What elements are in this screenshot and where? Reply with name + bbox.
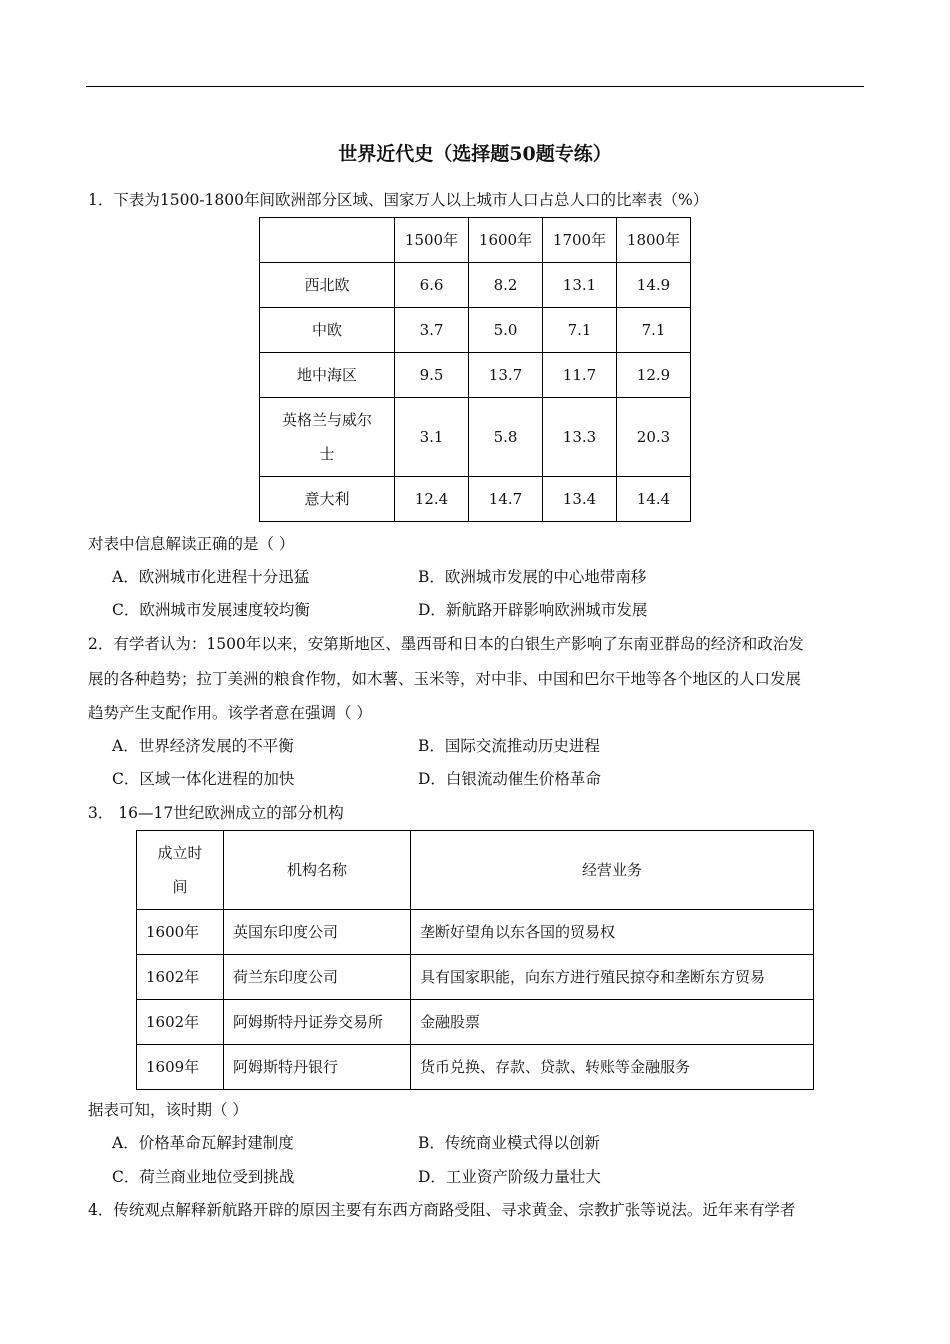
table-header-cell: 1700年 xyxy=(543,218,617,263)
table-cell: 7.1 xyxy=(617,308,691,353)
table-cell: 20.3 xyxy=(617,398,691,477)
table-cell: 14.7 xyxy=(469,477,543,522)
q3-option-b[interactable]: B．传统商业模式得以创新 xyxy=(418,1134,600,1152)
table-row xyxy=(260,263,691,308)
table-cell: 1609年 xyxy=(137,1045,224,1090)
region-line-2: 士 xyxy=(319,445,335,463)
q1-prompt: 对表中信息解读正确的是（ ） xyxy=(88,535,295,553)
q3-option-d[interactable]: D．工业资产阶级力量壮大 xyxy=(418,1168,601,1186)
region-line-1: 英格兰与威尔 xyxy=(281,411,372,429)
table-cell: 意大利 xyxy=(260,477,395,522)
table-cell: 14.4 xyxy=(617,477,691,522)
table-header-row xyxy=(260,218,691,263)
table-cell: 具有国家职能，向东方进行殖民掠夺和垄断东方贸易 xyxy=(411,955,814,1000)
q1-option-d[interactable]: D．新航路开辟影响欧洲城市发展 xyxy=(418,601,648,619)
table-cell: 货币兑换、存款、贷款、转账等金融服务 xyxy=(411,1045,814,1090)
q2-stem-line: 趋势产生支配作用。该学者意在强调（ ） xyxy=(88,704,372,722)
table-cell: 13.3 xyxy=(543,398,617,477)
q1-option-a[interactable]: A．欧洲城市化进程十分迅猛 xyxy=(112,568,310,586)
table-cell: 5.8 xyxy=(469,398,543,477)
q2-stem-line: 展的各种趋势；拉丁美洲的粮食作物，如木薯、玉米等，对中非、中国和巴尔干地等各个地区的人口发展 xyxy=(88,670,802,688)
page-title: 世界近代史（选择题50题专练） xyxy=(338,143,612,165)
table-cell: 阿姆斯特丹银行 xyxy=(224,1045,411,1090)
table-cell: 英国东印度公司 xyxy=(224,910,411,955)
header-line-1: 成立时 xyxy=(157,844,203,862)
table-cell: 金融股票 xyxy=(411,1000,814,1045)
q4-stem: 4．传统观点解释新航路开辟的原因主要有东西方商路受阻、寻求黄金、宗教扩张等说法。近年来有学者 xyxy=(88,1201,796,1219)
q3-stem: 3． 16—17世纪欧洲成立的部分机构 xyxy=(88,804,344,822)
table-cell: 荷兰东印度公司 xyxy=(224,955,411,1000)
table-cell: 阿姆斯特丹证券交易所 xyxy=(224,1000,411,1045)
table-cell: 14.9 xyxy=(617,263,691,308)
q2-option-d[interactable]: D．白银流动催生价格革命 xyxy=(418,770,601,788)
table-header-cell: 机构名称 xyxy=(224,831,411,910)
table-cell: 中欧 xyxy=(260,308,395,353)
q3-option-c[interactable]: C．荷兰商业地位受到挑战 xyxy=(112,1168,295,1186)
table-row xyxy=(260,353,691,398)
header-rule xyxy=(86,86,864,87)
table-header-cell: 1600年 xyxy=(469,218,543,263)
q1-option-b[interactable]: B．欧洲城市发展的中心地带南移 xyxy=(418,568,647,586)
table-cell xyxy=(260,218,395,263)
q1-option-c[interactable]: C．欧洲城市发展速度较均衡 xyxy=(112,601,310,619)
table-cell: 1600年 xyxy=(137,910,224,955)
header-line-2: 间 xyxy=(172,878,188,896)
table-header-cell: 经营业务 xyxy=(411,831,814,910)
table-cell: 西北欧 xyxy=(260,263,395,308)
table-cell: 9.5 xyxy=(395,353,469,398)
table-row xyxy=(137,910,814,955)
table-row xyxy=(260,308,691,353)
q1-stem: 1．下表为1500-1800年间欧洲部分区域、国家万人以上城市人口占总人口的比率表（%） xyxy=(88,191,709,209)
table-cell: 3.7 xyxy=(395,308,469,353)
table-row xyxy=(137,1000,814,1045)
q3-option-a[interactable]: A．价格革命瓦解封建制度 xyxy=(112,1134,294,1152)
table-cell: 1602年 xyxy=(137,955,224,1000)
table-cell: 13.1 xyxy=(543,263,617,308)
table-row xyxy=(137,1045,814,1090)
table-cell: 12.9 xyxy=(617,353,691,398)
table-cell: 地中海区 xyxy=(260,353,395,398)
table-header-cell: 1800年 xyxy=(617,218,691,263)
table-cell: 13.7 xyxy=(469,353,543,398)
table-row xyxy=(260,398,691,477)
table-header-cell xyxy=(137,831,224,910)
table-cell: 8.2 xyxy=(469,263,543,308)
table-cell: 13.4 xyxy=(543,477,617,522)
q2-option-c[interactable]: C．区域一体化进程的加快 xyxy=(112,770,295,788)
q2-option-a[interactable]: A．世界经济发展的不平衡 xyxy=(112,737,294,755)
table-header-cell: 1500年 xyxy=(395,218,469,263)
table-cell: 11.7 xyxy=(543,353,617,398)
table-cell: 12.4 xyxy=(395,477,469,522)
q2-stem-line: 2．有学者认为：1500年以来，安第斯地区、墨西哥和日本的白银生产影响了东南亚群岛的经济和政治发 xyxy=(88,635,804,653)
q3-prompt: 据表可知，该时期（ ） xyxy=(88,1101,248,1119)
table-cell xyxy=(260,398,395,477)
q3-table xyxy=(136,830,814,1090)
table-cell: 7.1 xyxy=(543,308,617,353)
table-cell: 3.1 xyxy=(395,398,469,477)
table-cell: 垄断好望角以东各国的贸易权 xyxy=(411,910,814,955)
table-cell: 6.6 xyxy=(395,263,469,308)
q1-table xyxy=(259,217,691,522)
q2-option-b[interactable]: B．国际交流推动历史进程 xyxy=(418,737,600,755)
table-row xyxy=(137,955,814,1000)
table-row xyxy=(260,477,691,522)
table-cell: 1602年 xyxy=(137,1000,224,1045)
table-cell: 5.0 xyxy=(469,308,543,353)
table-header-row xyxy=(137,831,814,910)
